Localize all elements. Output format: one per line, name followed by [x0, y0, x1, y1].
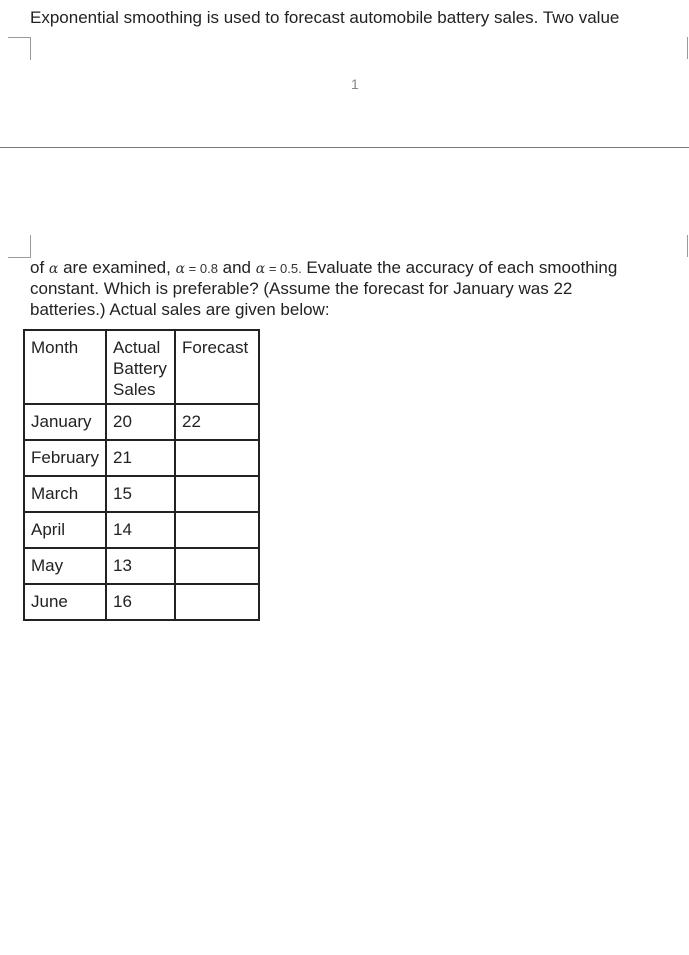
- cell-forecast: [175, 476, 259, 512]
- header-month: Month: [24, 330, 106, 404]
- page-margin-corner-top-left: [8, 37, 31, 60]
- cell-actual: 13: [106, 548, 175, 584]
- cell-actual: 21: [106, 440, 175, 476]
- cell-month: May: [24, 548, 106, 584]
- table-row: [24, 404, 259, 440]
- problem-text-line-1: [30, 258, 617, 279]
- table-row: [24, 440, 259, 476]
- cell-forecast: [175, 548, 259, 584]
- alpha-symbol: α: [255, 261, 266, 277]
- cell-month: February: [24, 440, 106, 476]
- battery-sales-table-wrapper: [23, 329, 260, 621]
- intro-text-line: Exponential smoothing is used to forecast automobile battery sales. Two value: [30, 8, 620, 27]
- battery-sales-table: [23, 329, 260, 621]
- page-number: 1: [351, 76, 359, 92]
- header-actual-sales: Actual Battery Sales: [106, 330, 175, 404]
- cell-forecast: 22: [175, 404, 259, 440]
- cell-month: March: [24, 476, 106, 512]
- cell-forecast: [175, 440, 259, 476]
- header-forecast: Forecast: [175, 330, 259, 404]
- cell-actual: 14: [106, 512, 175, 548]
- alpha-symbol: α: [175, 261, 186, 277]
- cell-forecast: [175, 584, 259, 620]
- table-header-row: [24, 330, 259, 404]
- table-row: [24, 476, 259, 512]
- problem-text-line-2: constant. Which is preferable? (Assume the forecast for January was 22: [30, 279, 573, 298]
- cell-month: June: [24, 584, 106, 620]
- line1-and: and: [217, 258, 256, 277]
- line1-mid: are examined,: [58, 258, 176, 277]
- cell-actual: 16: [106, 584, 175, 620]
- page-one: [0, 0, 689, 147]
- table-row: [24, 548, 259, 584]
- line1-post: Evaluate the accuracy of each smoothing: [301, 258, 618, 277]
- cell-actual: 15: [106, 476, 175, 512]
- cell-forecast: [175, 512, 259, 548]
- cell-month: January: [24, 404, 106, 440]
- problem-text-line-3: batteries.) Actual sales are given below:: [30, 300, 330, 319]
- table-row: [24, 512, 259, 548]
- alpha-value-0-8: = 0.8: [185, 261, 218, 276]
- line1-pre: of: [30, 258, 49, 277]
- cell-actual: 20: [106, 404, 175, 440]
- page-margin-corner-bottom-left: [8, 235, 31, 258]
- table-row: [24, 584, 259, 620]
- alpha-symbol: α: [48, 261, 59, 277]
- alpha-value-0-5: = 0.5.: [265, 261, 302, 276]
- cell-month: April: [24, 512, 106, 548]
